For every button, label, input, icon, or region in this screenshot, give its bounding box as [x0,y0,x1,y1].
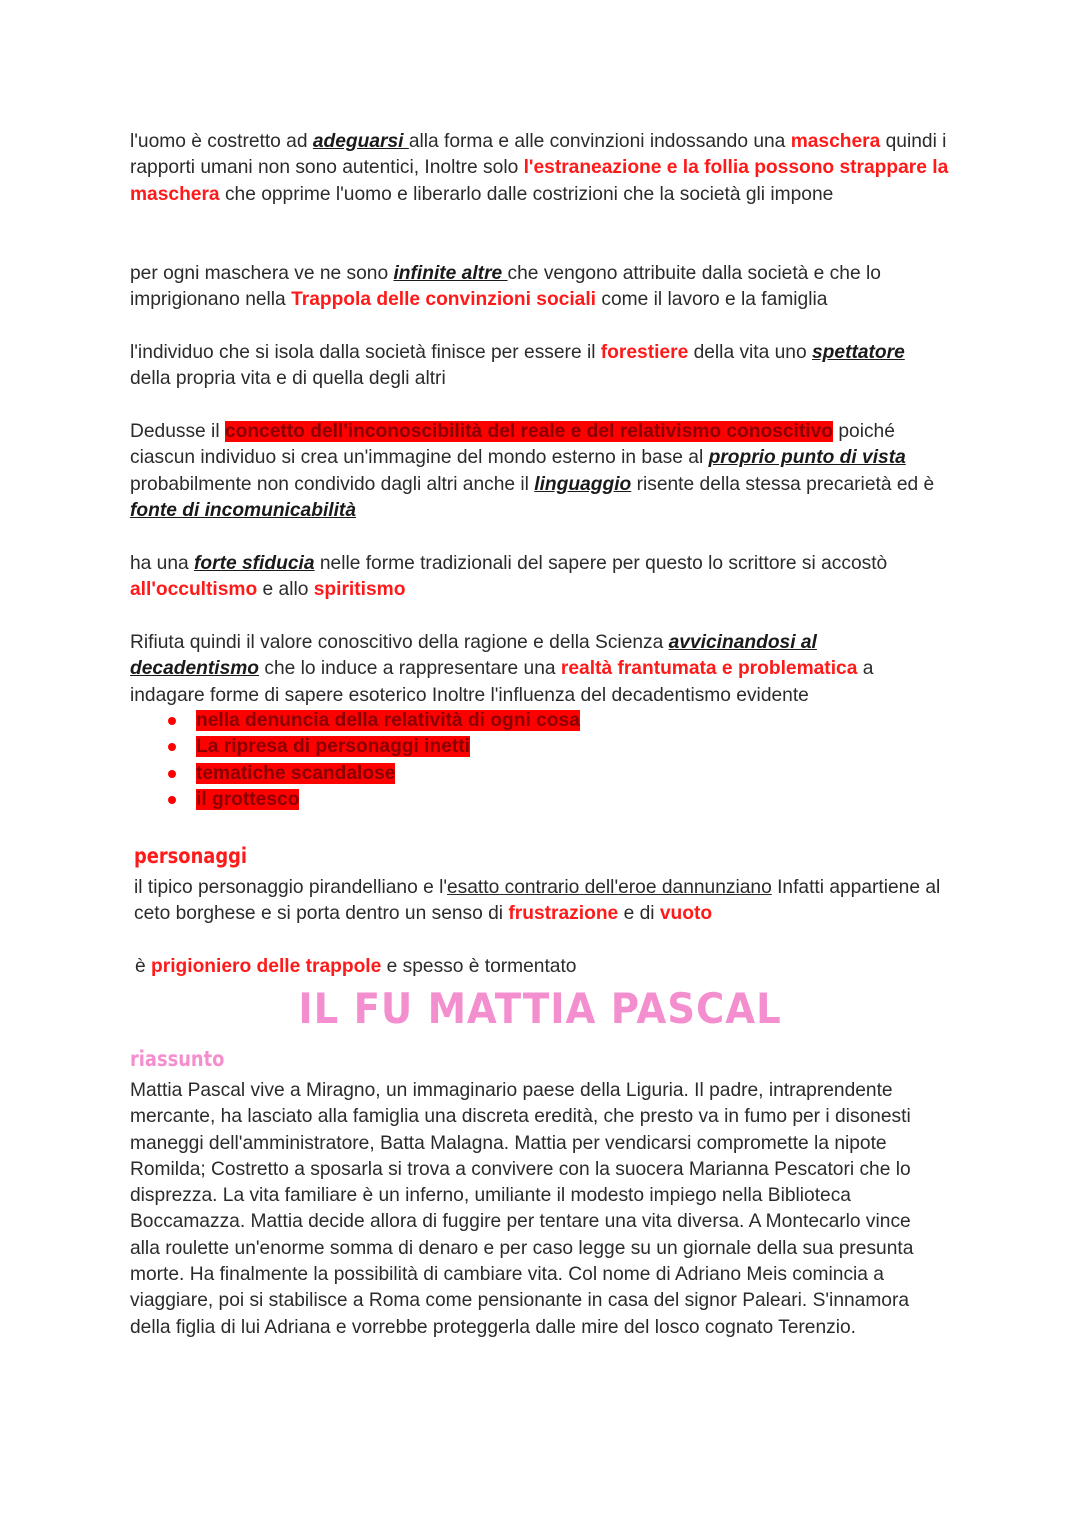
emphasis: adeguarsi [312,131,409,152]
text: Infatti appartiene al ceto borghese e si porta dentro un senso di [134,877,941,925]
red-keyword: vuoto [659,903,713,925]
list-item-text: il grottesco [196,788,300,810]
red-keyword: Trappola delle convinzioni sociali [291,289,597,311]
paragraph-sfiducia [130,551,950,604]
red-keyword: prigioniero delle trappole [151,956,382,977]
bullet-icon [168,770,176,778]
text: che vengono attribuite dalla società e che lo imprigionano nella [130,263,881,311]
red-keyword: l'estraneazione e la follia possono strappare la maschera [130,157,949,205]
text: ha una [130,553,195,574]
text: e allo [257,579,314,601]
red-keyword: forestiere [600,342,689,363]
underlined-text: esatto contrario dell'eroe dannunziano [447,877,772,898]
text: probabilmente non condivido dagli altri anche il [130,473,535,495]
text: che lo induce a rappresentare una [259,658,561,680]
emphasis: avvicinandosi al decadentismo [130,632,817,680]
text: della propria vita e di quella degli altri [130,368,446,390]
paragraph-riassunto: Mattia Pascal vive a Miragno, un immaginario paese della Liguria. Il padre, intraprendente mercante, ha lasciato alla famiglia una discreta eredità, che presto va in fumo per i disonesti maneggi dell'amministratore, Batta Malagna. Mattia per vendicarsi compromette la nipote Romilda; Costretto a sposarla si trova a convivere con la suocera Marianna Pescatori che lo disprezza. La vita familiare è un inferno, umiliante il modesto impiego nella Biblioteca Boccamazza. Mattia decide allora di fuggire per tentare una vita diversa. A Montecarlo vince alla roulette un'enorme somma di denaro e per caso legge su un giornale della sua presunta morte. Ha finalmente la possibilità di cambiare vita. Col nome di Adriano Meis comincia a viaggiare, poi si stabilisce a Roma come pensionante in casa del signor Paleari. S'innamora della figlia di lui Adriana e vorrebbe proteggerla dalle mire del losco cognato Terenzio. [130,1080,914,1338]
text: alla forma e alle convinzioni indossando una [408,131,791,152]
text: della vita uno [688,342,812,363]
list-item [130,734,580,760]
list-item-text: tematiche scandalose [196,762,396,784]
emphasis: forte sfiducia [194,553,315,574]
text: l'individuo che si isola dalla società finisce per essere il [130,342,601,363]
red-keyword: all'occultismo [130,579,258,601]
emphasis: spettatore [812,342,905,363]
decadentismo-list [130,708,580,813]
page-title: IL FU MATTIA PASCAL [298,984,782,1033]
text: che opprime l'uomo e liberarlo dalle costrizioni che la società gli impone [219,183,834,205]
bullet-icon [168,796,176,804]
text: a indagare forme di sapere esoterico Inoltre l'influenza del decadentismo evidente [130,658,874,706]
emphasis: fonte di incomunicabilità [130,499,356,521]
list-item [130,708,580,734]
section-heading-riassunto: riassunto [130,1047,225,1071]
list-item [130,787,580,813]
highlighted-concept: concetto dell'inconoscibilità del reale e del relativismo conoscitivo [224,421,834,442]
text: e spesso è tormentato [381,956,577,977]
text: e di [618,903,660,925]
text: poiché ciascun individuo si crea un'immagine del mondo esterno in base al [130,421,895,469]
paragraph-relativismo [130,419,950,524]
text: il tipico personaggio pirandelliano e l' [134,877,447,898]
paragraph-forestiere [130,340,950,393]
section-heading-personaggi: personaggi [134,844,248,868]
emphasis: linguaggio [534,473,632,495]
paragraph-maschera [130,129,950,208]
red-keyword: realtà frantumata e problematica [560,658,858,680]
emphasis: infinite altre [393,263,508,284]
text: l'uomo è costretto ad [130,131,313,152]
text: per ogni maschera ve ne sono [130,263,394,284]
paragraph-trappole [135,954,955,980]
red-keyword: frustrazione [508,903,619,925]
red-keyword: spiritismo [313,579,406,601]
paragraph-trappola [130,261,950,314]
text: Rifiuta quindi il valore conoscitivo della ragione e della Scienza [130,632,669,653]
paragraph-decadentismo [130,630,950,709]
list-item [130,761,580,787]
text: come il lavoro e la famiglia [596,289,828,311]
red-keyword: maschera [790,131,881,152]
paragraph-personaggi [134,875,954,928]
text: nelle forme tradizionali del sapere per questo lo scrittore si accostò [314,553,888,574]
emphasis: proprio punto di vista [708,447,906,469]
text: è [135,956,152,977]
bullet-icon [168,717,176,725]
text: Dedusse il [130,421,225,442]
bullet-icon [168,743,176,751]
list-item-text: nella denuncia della relatività di ogni cosa [196,710,580,731]
text: quindi i rapporti umani non sono autentici, Inoltre solo [130,131,947,179]
list-item-text: La ripresa di personaggi inetti [196,736,471,758]
text: risente della stessa precarietà ed è [631,473,935,495]
